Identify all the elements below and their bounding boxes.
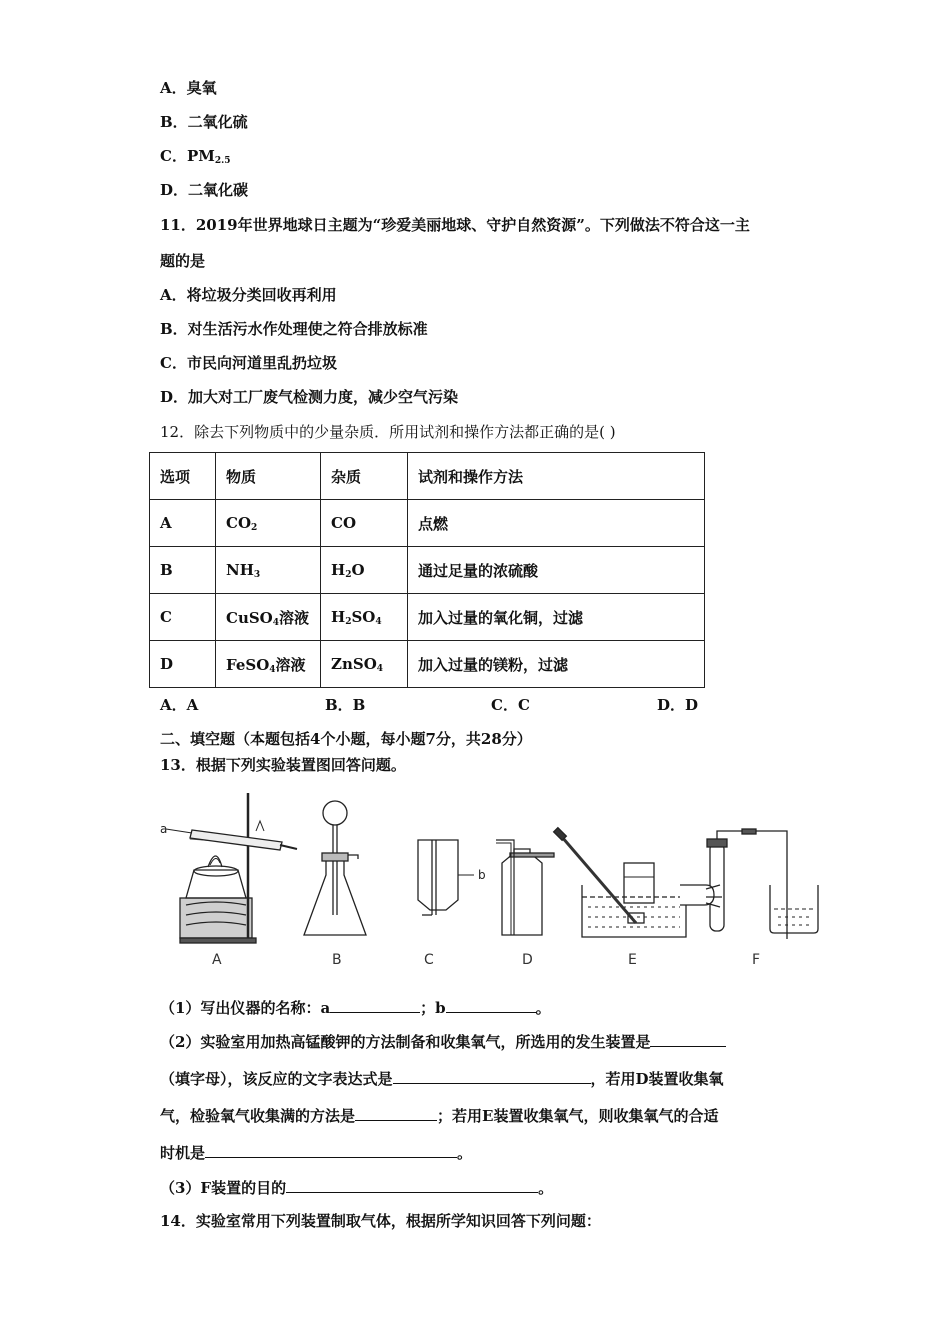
q12-stem: 12．除去下列物质中的少量杂质．所用试剂和操作方法都正确的是( ) xyxy=(160,423,616,441)
row-substance xyxy=(216,641,321,688)
apparatus-d-label: D xyxy=(522,952,533,968)
q12-answer-a: A．A xyxy=(160,696,199,714)
formula-sub: 4 xyxy=(375,616,382,627)
row-option: B xyxy=(150,547,216,594)
formula-text: H xyxy=(331,560,346,579)
apparatus-b-label: B xyxy=(332,952,342,968)
apparatus-a-drawing xyxy=(166,793,297,943)
q13-part3-text: （3）F装置的目的 xyxy=(160,1179,287,1197)
q13-part2-line2 xyxy=(160,1068,724,1089)
q11-option-b: B．对生活污水作处理使之符合排放标准 xyxy=(160,320,428,338)
formula-sub: 2 xyxy=(251,522,258,533)
q14-stem: 14．实验室常用下列装置制取气体，根据所学知识回答下列问题： xyxy=(160,1212,601,1230)
q10-option-c xyxy=(160,146,231,171)
q13-part1-end: 。 xyxy=(535,999,551,1017)
q10-option-c-text: C．PM xyxy=(160,147,215,165)
q12-answer-d: D．D xyxy=(657,696,699,714)
label-a: a xyxy=(160,822,168,836)
formula-tail: 溶液 xyxy=(279,608,310,627)
answer-blank-a[interactable] xyxy=(330,997,420,1013)
formula-sub: 4 xyxy=(376,663,384,674)
q13-part1-b: ；b xyxy=(420,999,446,1017)
q13-part2-text2a: （填字母），该反应的文字表达式是 xyxy=(160,1070,393,1088)
q11-stem-line2: 题的是 xyxy=(160,252,206,270)
q11-option-d: D．加大对工厂废气检测力度，减少空气污染 xyxy=(160,388,459,406)
header-substance: 物质 xyxy=(216,453,321,500)
row-substance xyxy=(216,594,321,641)
q12-table xyxy=(149,452,705,688)
row-option: A xyxy=(150,500,216,547)
apparatus-f-label: F xyxy=(752,952,761,968)
formula-text: H xyxy=(331,607,346,626)
header-option: 选项 xyxy=(150,453,216,500)
q13-part3 xyxy=(160,1177,553,1198)
q13-part2-text2b: ，若用D装置收集氧 xyxy=(590,1070,724,1088)
formula-sub: 4 xyxy=(269,664,276,675)
q10-option-a: A．臭氧 xyxy=(160,79,217,97)
q10-option-c-sub: 2.5 xyxy=(214,156,231,166)
formula-text: NH xyxy=(226,560,254,579)
table-row xyxy=(150,641,705,688)
answer-blank-check-full[interactable] xyxy=(355,1105,437,1121)
q11-option-c: C．市民向河道里乱扔垃圾 xyxy=(160,354,337,372)
formula-text: CuSO xyxy=(226,608,273,627)
q13-part2-end: 。 xyxy=(457,1144,473,1162)
table-row xyxy=(150,594,705,641)
formula-text: CO xyxy=(331,513,357,532)
table-row xyxy=(150,547,705,594)
row-impurity xyxy=(321,500,408,547)
q13-part1-a: （1）写出仪器的名称：a xyxy=(160,999,331,1017)
apparatus-c-label: C xyxy=(424,952,434,968)
row-method: 加入过量的氧化铜，过滤 xyxy=(408,594,705,641)
row-option: D xyxy=(150,641,216,688)
q13-part2-text4a: 时机是 xyxy=(160,1144,206,1162)
apparatus-figure xyxy=(150,785,830,950)
formula-sub: 2 xyxy=(345,569,352,580)
q11-option-a: A．将垃圾分类回收再利用 xyxy=(160,286,337,304)
table-row xyxy=(150,500,705,547)
q13-part2-line1 xyxy=(160,1031,726,1052)
q13-part3-end: 。 xyxy=(538,1179,554,1197)
q13-part2-line3 xyxy=(160,1105,718,1126)
q13-part2-line4 xyxy=(160,1142,472,1163)
q13-part1 xyxy=(160,997,551,1018)
q10-option-d: D．二氧化碳 xyxy=(160,181,249,199)
formula-sub: 3 xyxy=(253,569,261,580)
answer-blank-timing[interactable] xyxy=(205,1142,457,1158)
header-method: 试剂和操作方法 xyxy=(408,453,705,500)
row-substance xyxy=(216,500,321,547)
apparatus-e-drawing xyxy=(554,828,686,937)
formula-text: O xyxy=(351,560,365,579)
table-header-row xyxy=(150,453,705,500)
row-impurity xyxy=(321,547,408,594)
q13-part2-text1: （2）实验室用加热高锰酸钾的方法制备和收集氧气，所选用的发生装置是 xyxy=(160,1033,651,1051)
answer-blank-b[interactable] xyxy=(446,997,536,1013)
section-2-heading: 二、填空题（本题包括4个小题，每小题7分，共28分） xyxy=(160,730,532,748)
answer-blank-generator[interactable] xyxy=(650,1031,726,1047)
apparatus-a-label: A xyxy=(212,952,222,968)
apparatus-f-drawing xyxy=(680,829,818,939)
q13-part2-text3a: 气，检验氧气收集满的方法是 xyxy=(160,1107,356,1125)
row-method: 通过足量的浓硫酸 xyxy=(408,547,705,594)
row-impurity xyxy=(321,641,408,688)
formula-text: SO xyxy=(351,607,376,626)
row-method: 点燃 xyxy=(408,500,705,547)
formula-text: FeSO xyxy=(226,655,270,674)
formula-text: CO xyxy=(226,513,252,532)
answer-blank-equation[interactable] xyxy=(393,1068,591,1084)
row-method: 加入过量的镁粉，过滤 xyxy=(408,641,705,688)
row-impurity xyxy=(321,594,408,641)
answer-blank-f-purpose[interactable] xyxy=(286,1177,538,1193)
q12-answer-b: B．B xyxy=(325,696,366,714)
apparatus-e-label: E xyxy=(628,952,637,968)
q11-stem-line1: 11．2019年世界地球日主题为“珍爱美丽地球、守护自然资源”。下列做法不符合这一主 xyxy=(160,216,750,234)
apparatus-d-drawing xyxy=(496,840,554,935)
q13-part2-text3b: ；若用E装置收集氧气，则收集氧气的合适 xyxy=(437,1107,719,1125)
label-b: b xyxy=(478,868,486,882)
formula-text: ZnSO xyxy=(331,654,377,673)
q12-answer-c: C．C xyxy=(491,696,530,714)
formula-sub: 2 xyxy=(345,616,352,627)
formula-sub: 4 xyxy=(272,617,280,628)
formula-tail: 溶液 xyxy=(275,655,306,674)
q10-option-b: B．二氧化硫 xyxy=(160,113,248,131)
apparatus-b-drawing xyxy=(304,801,366,935)
header-impurity: 杂质 xyxy=(321,453,408,500)
row-option: C xyxy=(150,594,216,641)
row-substance xyxy=(216,547,321,594)
q13-stem: 13．根据下列实验装置图回答问题。 xyxy=(160,756,406,774)
apparatus-c-drawing xyxy=(418,840,474,915)
